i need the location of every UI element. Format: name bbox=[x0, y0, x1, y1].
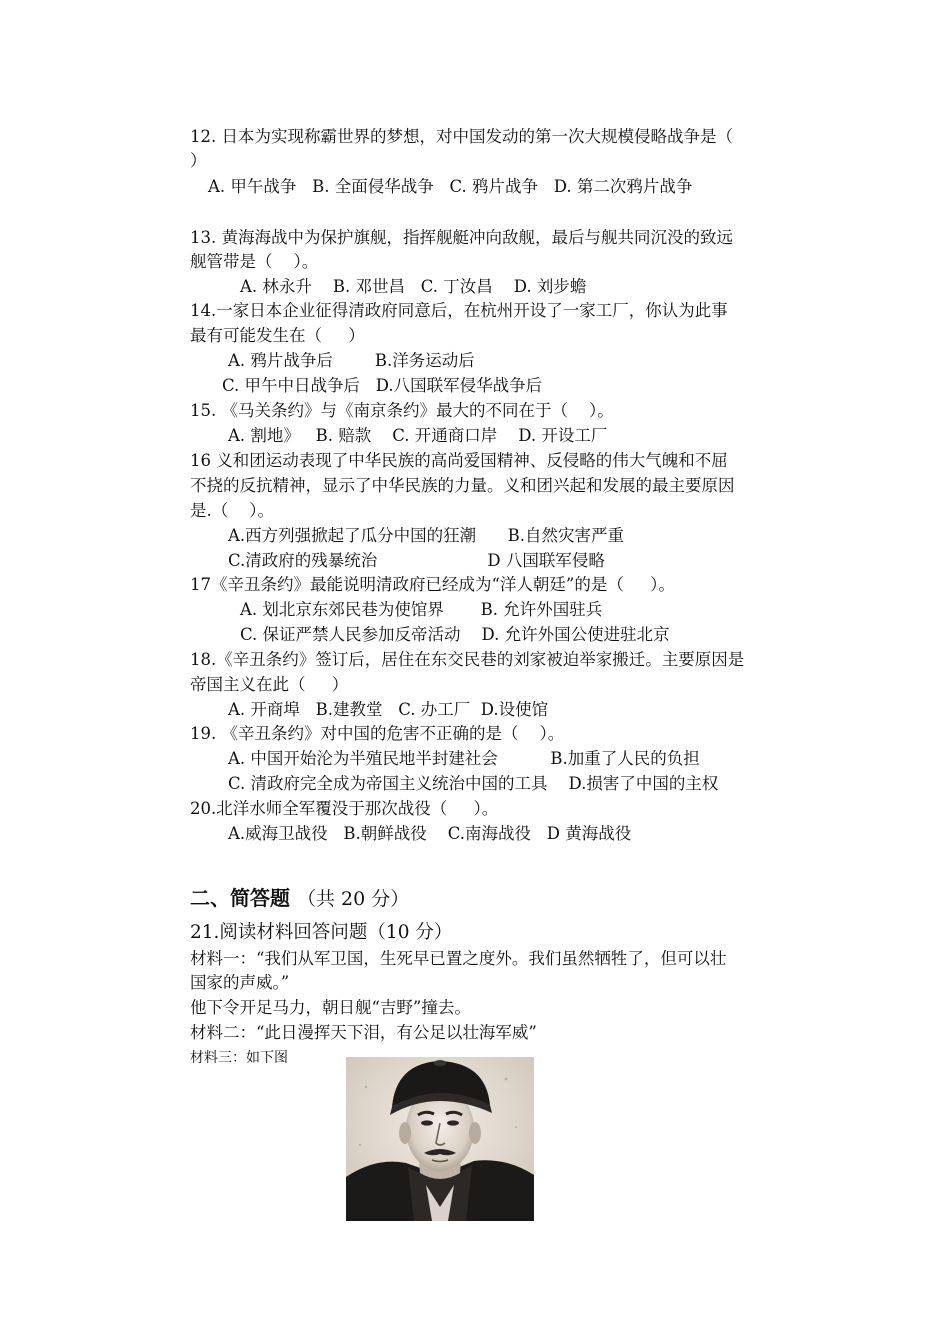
question-20-line-1: 20.北洋水师全军覆没于那次战役（ ）。 bbox=[190, 799, 499, 818]
question-12-options: A. 甲午战争 B. 全面侵华战争 C. 鸦片战争 D. 第二次鸦片战争 bbox=[208, 177, 693, 196]
material-2: 材料二：“此日漫挥天下泪，有公足以壮海军威” bbox=[190, 1023, 537, 1042]
question-19-option-row-1: A. 中国开始沦为半殖民地半封建社会 B.加重了人民的负担 bbox=[228, 749, 700, 768]
question-14-option-row-1: A. 鸦片战争后 B.洋务运动后 bbox=[228, 351, 475, 370]
question-19-line-1: 19. 《辛丑条约》对中国的危害不正确的是（ ）。 bbox=[190, 724, 565, 743]
section-2-title: 二、简答题 bbox=[190, 886, 290, 910]
section-2-heading bbox=[190, 882, 409, 911]
question-18-line-1: 18.《辛丑条约》签订后，居住在东交民巷的刘家被迫举家搬迁。主要原因是 bbox=[190, 650, 745, 669]
material-3-label: 材料三：如下图 bbox=[190, 1050, 288, 1066]
material-1-line-1: 材料一：“我们从军卫国，生死早已置之度外。我们虽然牺牲了，但可以壮 bbox=[190, 949, 727, 968]
question-21-title: 21.阅读材料回答问题（10 分） bbox=[190, 922, 453, 943]
question-14-line-2: 最有可能发生在（ ） bbox=[190, 326, 365, 345]
question-13-options: A. 林永升 B. 邓世昌 C. 丁汝昌 D. 刘步蟾 bbox=[240, 277, 587, 296]
question-16-option-row-1: A.西方列强掀起了瓜分中国的狂潮 B.自然灾害严重 bbox=[228, 526, 624, 545]
question-18-line-2: 帝国主义在此（ ） bbox=[190, 675, 349, 694]
question-18-options: A. 开商埠 B.建教堂 C. 办工厂 D.设使馆 bbox=[228, 700, 549, 719]
question-17-option-row-1: A. 划北京东郊民巷为使馆界 B. 允许外国驻兵 bbox=[240, 600, 603, 619]
portrait-illustration bbox=[346, 1057, 534, 1221]
question-16-line-2: 不挠的反抗精神，显示了中华民族的力量。义和团兴起和发展的最主要原因 bbox=[190, 476, 735, 495]
question-16-option-row-2: C.清政府的残暴统治 D 八国联军侵略 bbox=[228, 551, 605, 570]
question-15-options: A. 割地》 B. 赔款 C. 开通商口岸 D. 开设工厂 bbox=[228, 426, 608, 445]
question-16-line-1: 16 义和团运动表现了中华民族的高尚爱国精神、反侵略的伟大气魄和不屈 bbox=[190, 451, 728, 470]
question-16-line-3: 是.（ ）。 bbox=[190, 501, 274, 520]
question-14-option-row-2: C. 甲午中日战争后 D.八国联军侵华战争后 bbox=[222, 376, 543, 395]
material-1-line-3: 他下令开足马力，朝日舰“吉野”撞去。 bbox=[190, 998, 471, 1017]
question-15-line-1: 15. 《马关条约》与《南京条约》最大的不同在于（ ）。 bbox=[190, 401, 614, 420]
question-17-option-row-2: C. 保证严禁人民参加反帝活动 D. 允许外国公使进驻北京 bbox=[240, 625, 670, 644]
question-20-options: A.威海卫战役 B.朝鲜战役 C.南海战役 D 黄海战役 bbox=[228, 824, 632, 843]
section-2-points: （共 20 分） bbox=[296, 888, 410, 910]
question-12-line-2: ） bbox=[190, 151, 207, 170]
material-1-line-2: 国家的声威。” bbox=[190, 973, 290, 992]
portrait-photo bbox=[346, 1057, 534, 1221]
question-13-line-1: 13. 黄海海战中为保护旗舰，指挥舰艇冲向敌舰，最后与舰共同沉没的致远 bbox=[190, 228, 733, 247]
question-17-line-1: 17《辛丑条约》最能说明清政府已经成为“洋人朝廷”的是（ ）。 bbox=[190, 575, 675, 594]
question-14-line-1: 14.一家日本企业征得清政府同意后，在杭州开设了一家工厂，你认为此事 bbox=[190, 301, 728, 320]
question-19-option-row-2: C. 清政府完全成为帝国主义统治中国的工具 D.损害了中国的主权 bbox=[228, 774, 719, 793]
question-13-line-2: 舰管带是（ ）。 bbox=[190, 252, 319, 271]
question-12-line-1: 12. 日本为实现称霸世界的梦想，对中国发动的第一次大规模侵略战争是（ bbox=[190, 127, 733, 146]
